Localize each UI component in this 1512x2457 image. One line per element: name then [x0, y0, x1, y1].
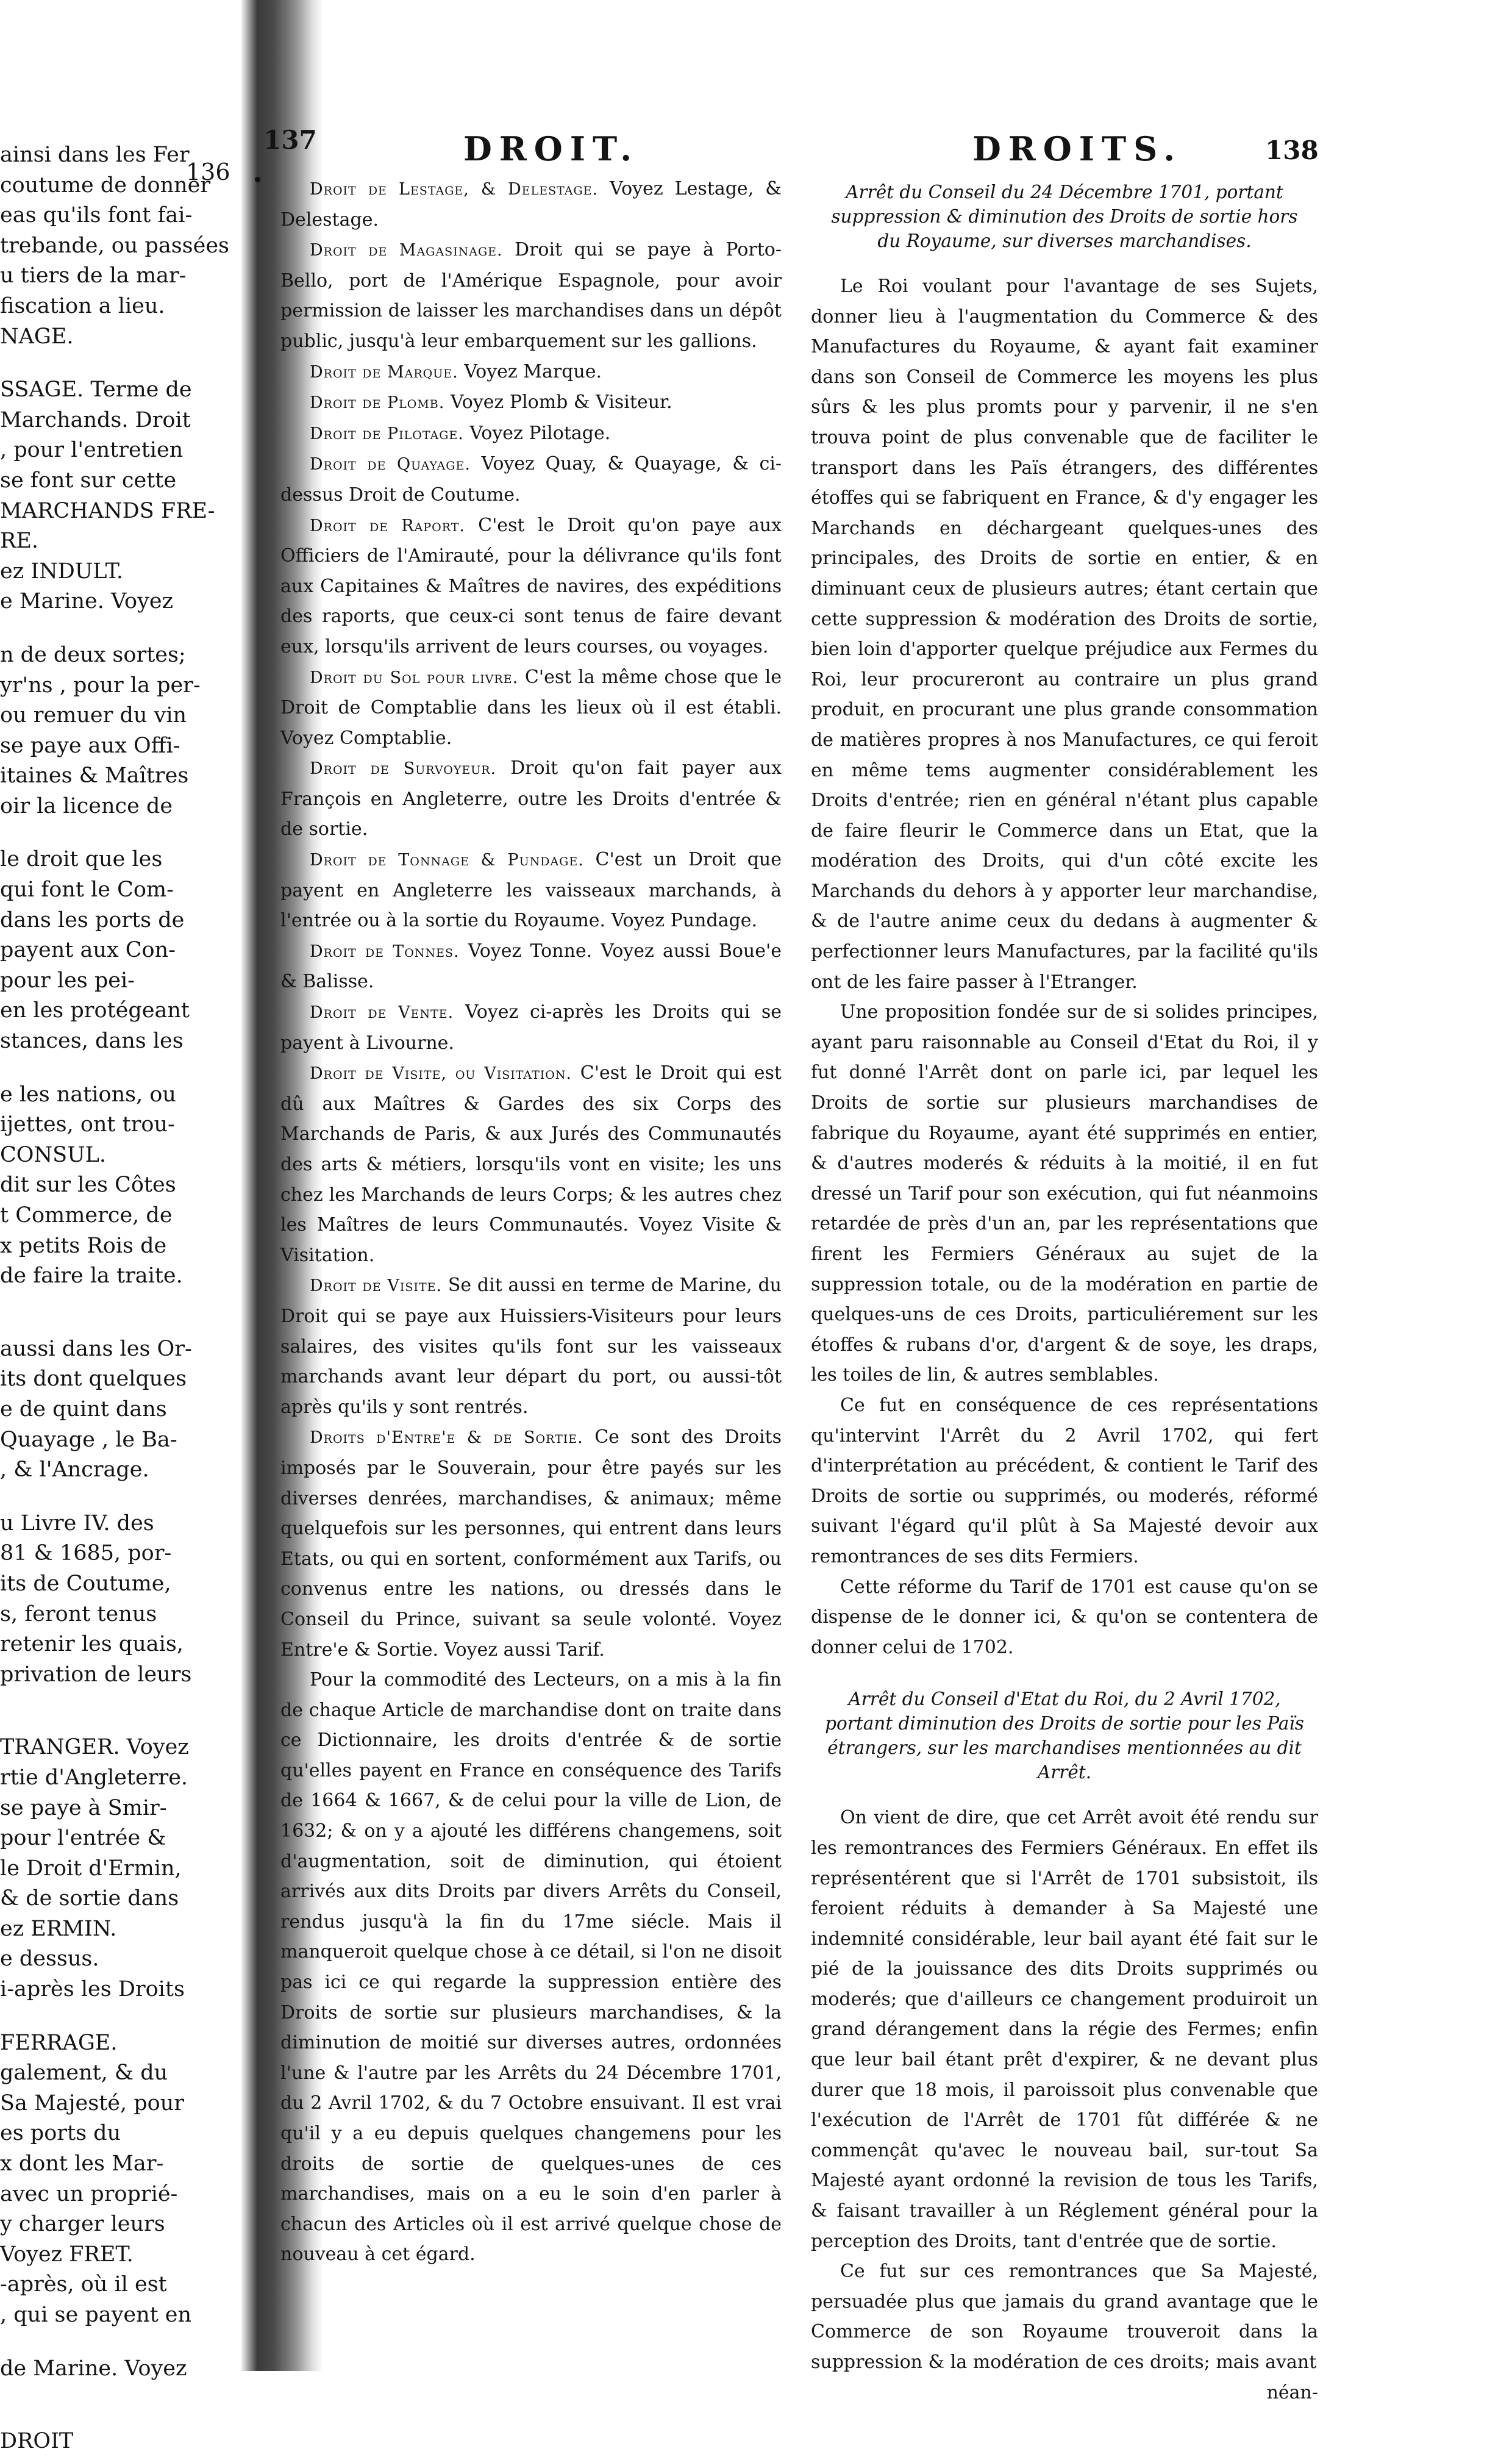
entry-definition: C'est le Droit qui est dû aux Maîtres & Gardes des six Corps des Marchands de Paris, & aux Jurés des Communautés des arts & métiers, lorsqu'ils vont en visite; les uns chez les Marchands de leurs Corps; & les autres chez les Maîtres de leurs Communautés. Voyez Visite & Visitation. [280, 1062, 782, 1266]
left-fragment-line: dans les ports de [0, 907, 185, 932]
left-fragment-line: u tiers de la mar- [0, 263, 187, 288]
decree-paragraph-4: Cette réforme du Tarif de 1701 est cause qu'on se dispense de le donner ici, & qu'on se contentera de donner celui de 1702. [811, 1576, 1318, 1658]
left-fragment-line: RE. [0, 529, 39, 554]
left-fragment-line: eas qu'ils font fai- [0, 203, 193, 228]
middle-text-column [280, 174, 782, 2270]
dictionary-entry [280, 510, 782, 662]
left-fragment-line: ez ERMIN. [0, 1916, 117, 1941]
entry-headword: Droit de Plomb. [310, 393, 445, 413]
right-page-number: 138 [1265, 135, 1319, 165]
entry-headword: Droit de Visite, ou Visitation. [310, 1064, 572, 1084]
left-fragment-line: e Marine. Voyez [0, 589, 174, 614]
left-fragment-line: t Commerce, de [0, 1203, 173, 1228]
entry-headword: Droit de Visite. [310, 1276, 443, 1296]
entry-definition: Ce sont des Droits imposés par le Souverain, pour être payés sur les diverses denrées, marchandises, & animaux; même quelquefois sur les personnes, qui entrent dans leurs Etats, ou qui en sortent, conformément aux Tarifs, ou convenus entre les nations, ou dressés dans le Conseil du Prince, suivant sa seule volonté. Voyez Entre'e & Sortie. Voyez aussi Tarif. [280, 1426, 782, 1661]
left-fragment-line: retenir les quais, [0, 1632, 184, 1657]
left-fragment-line: , qui se payent en [0, 2303, 192, 2327]
catchword: néan- [1266, 2381, 1318, 2403]
left-fragment-line: ou remuer du vin [0, 703, 187, 728]
decree-paragraph-1: Le Roi voulant pour l'avantage de ses Sujets, donner lieu à l'augmentation du Commerce & des Manufactures du Royaume, & ayant fait examiner dans son Conseil de Commerce les moyens les plus sûrs & les plus promts pour y parvenir, il ne s'en trouva point de plus convenable que de faciliter le transport dans les Païs étrangers, des différentes étoffes qui se fabriquent en France, & d'y engager les Marchands en déchargeant quelques-unes des principales, des Droits de sortie en entier, & en diminuant ceux de plusieurs autres; étant certain que cette suppression & modération des Droits de sortie, bien loin d'apporter quelque préjudice aux Fermes du Roi, leur procureront au contraire un plus grand produit, en procurant une plus grande consommation de matières propres à nos Manufactures, ce qui feroit en même tems augmenter considérablement les Droits d'entrée; rien en général n'étant plus capable de faire fleurir le Commerce dans un Etat, que la modération des Droits, qui d'un côté excite les Marchands du dehors à y apporter leur marchandise, & de l'autre anime ceux du dedans à augmenter & perfectionner leurs Manufactures, par la facilité qu'ils ont de les faire passer à l'Etranger. [811, 276, 1318, 993]
left-fragment-line: & de sortie dans [0, 1886, 179, 1911]
entry-definition: C'est un Droit que payent en Angleterre les vaisseaux marchands, à l'entrée ou à la sortie du Royaume. Voyez Pundage. [280, 849, 782, 932]
left-fragment-line: fiscation a lieu. [0, 293, 165, 318]
left-fragment-line: e dessus. [0, 1947, 99, 1972]
left-fragment-line: le droit que les [0, 847, 163, 872]
entry-definition: Droit qu'on fait payer aux François en Angleterre, outre les Droits d'entrée & de sortie. [280, 757, 782, 840]
commodity-paragraph: Pour la commodité des Lecteurs, on a mis à la fin de chaque Article de marchandise dont on traite dans ce Dictionnaire, les droits d'entrée & de sortie qu'elles payent en France en conséquence des Tarifs de 1664 & 1667, & de celui pour la ville de Lion, de 1632; & on y a ajouté les différens changemens, soit d'augmentation, soit de diminution, qui étoient arrivés aux dits Droits par divers Arrêts du Conseil, rendus jusqu'à la fin du 17me siécle. Mais il manqueroit quelque chose à ce détail, si l'on ne disoit pas ici ce qui regarde la suppression entière des Droits de sortie sur plusieurs marchandises, & la diminution de moitié sur diverses autres, ordonnées l'une & l'autre par les Arrêts du 24 Décembre 1701, du 2 Avril 1702, & du 7 Octobre ensuivant. Il est vrai qu'il y a eu depuis quelques changemens pour les droits de sortie de quelques-unes de ces marchandises, mais on a eu le soin d'en parler à chacun des Articles où il est arrivé quelque chose de nouveau à cet égard. [280, 1669, 782, 2266]
left-fragment-line: itaines & Maîtres [0, 764, 189, 789]
left-fragment-line: 81 & 1685, por- [0, 1541, 172, 1566]
left-fragment-line: SSAGE. Terme de [0, 377, 192, 402]
dictionary-entry [280, 174, 782, 235]
left-fragment-line: , pour l'entretien [0, 438, 184, 463]
left-fragment-line: , & l'Ancrage. [0, 1457, 149, 1482]
entry-headword: Droit de Quayage. [310, 455, 471, 474]
entry-headword: Droit de Raport. [310, 516, 465, 535]
left-fragment-line: coutume de donner [0, 173, 211, 198]
left-fragment-line: TRANGER. Voyez [0, 1735, 189, 1760]
dictionary-entry [280, 418, 782, 449]
dictionary-entry [280, 1270, 782, 1422]
dictionary-entry [280, 997, 782, 1058]
left-fragment-line: ainsi dans les Fer [0, 143, 190, 167]
left-fragment-line: Quayage , le Ba- [0, 1427, 177, 1452]
left-fragment-line: rtie d'Angleterre. [0, 1765, 188, 1790]
entry-headword: Droit de Magasinage. [310, 241, 503, 260]
left-fragment-line: dit sur les Côtes [0, 1173, 176, 1198]
left-fragment-line: e de quint dans [0, 1397, 167, 1422]
left-fragment-line: trebande, ou passées [0, 233, 230, 258]
left-fragment-line: ijettes, ont trou- [0, 1112, 175, 1137]
left-fragment-line: n de deux sortes; [0, 642, 186, 667]
left-fragment-line: MARCHANDS FRE- [0, 498, 215, 523]
left-fragment-line: oir la licence de [0, 793, 173, 818]
left-fragment-line: privation de leurs [0, 1662, 192, 1687]
entry-headword: Droit de Survoyeur. [310, 759, 497, 779]
left-fragment-line: galement, & du [0, 2061, 168, 2086]
left-page-number: 136 [186, 159, 230, 185]
entry-definition: Voyez ci-après les Droits qui se payent à Livourne. [280, 1001, 782, 1054]
running-head-droits: DROITS. [972, 129, 1183, 168]
dictionary-entry [280, 662, 782, 754]
left-fragment-line: x dont les Mar- [0, 2151, 164, 2176]
dictionary-entry [280, 357, 782, 388]
dictionary-entry [280, 845, 782, 936]
decree-paragraph-2: Une proposition fondée sur de si solides principes, ayant paru raisonnable au Conseil d'Etat du Roi, il y fut donné l'Arrêt dont on parle ici, par lequel les Droits de sortie sur plusieurs marchandises de fabrique du Royaume, ayant été supprimés en entier, & d'autres moderés & réduits à la moitié, il en fut dressé un Tarif pour son exécution, qui fut néanmoins retardée de près d'un an, par les représentations que firent les Fermiers Généraux au sujet de la suppression totale, ou de la modération en partie de quelques-uns de ces Droits, particuliérement sur les étoffes & rubans d'or, d'argent & de soye, les draps, les toiles de lin, & autres semblables. [811, 1001, 1318, 1386]
left-fragment-line: y charger leurs [0, 2212, 165, 2237]
left-fragment-line: its dont quelques [0, 1367, 187, 1392]
entry-headword: Droit de Marque. [310, 362, 458, 382]
entry-headword: Droit de Pilotage. [310, 424, 464, 443]
left-fragment-line: se paye à Smir- [0, 1795, 167, 1820]
dictionary-entry [280, 936, 782, 997]
left-fragment-line: stances, dans les [0, 1029, 184, 1054]
left-fragment-line: e les nations, ou [0, 1082, 176, 1107]
decree-paragraph-3: Ce fut en conséquence de ces représentations qu'intervint l'Arrêt du 2 Avril 1702, qui fert d'interprétation au précédent, & contient le Tarif des Droits de sortie ou supprimés, ou moderés, réformé suivant l'égard qu'il plût à Sa Majesté devoir aux remontrances de ses dits Fermiers. [811, 1394, 1318, 1567]
dictionary-entry [280, 753, 782, 845]
left-fragment-line: FERRAGE. [0, 2030, 118, 2055]
left-fragment-line: Sa Majesté, pour [0, 2090, 184, 2115]
gutter-ink-spot [255, 177, 260, 182]
left-fragment-line: NAGE. [0, 324, 74, 349]
left-fragment-line: i-après les Droits [0, 1977, 185, 2002]
entry-headword: Droit du Sol pour livre. [310, 668, 519, 687]
left-fragment-line: DROIT [0, 2429, 74, 2454]
entry-definition: C'est le Droit qu'on paye aux Officiers de l'Amirauté, pour la délivrance qu'ils font aux Capitaines & Maîtres de navires, des expéditions des raports, que ceux-ci sont tenus de faire devant eux, lorsqu'ils arrivent de leurs courses, ou voyages. [280, 514, 782, 657]
dictionary-entries [280, 174, 782, 1665]
dictionary-entry [280, 387, 782, 418]
left-fragment-line: CONSUL. [0, 1142, 106, 1167]
decree-paragraph-6: Ce fut sur ces remontrances que Sa Majesté, persuadée plus que jamais du grand avantage que le Commerce de son Royaume trouveroit dans la suppression & la modération de ces droits; mais avant [811, 2261, 1318, 2373]
left-fragment-line: qui font le Com- [0, 878, 174, 903]
left-fragment-line: Voyez FRET. [0, 2242, 134, 2267]
entry-definition: Se dit aussi en terme de Marine, du Droit qui se paye aux Huissiers-Visiteurs pour leurs salaires, des visites qu'ils font sur les vaisseaux marchands avant leur départ du port, ou aussi-tôt après qu'ils y sont rentrés. [280, 1275, 782, 1418]
dictionary-entry [280, 449, 782, 510]
entry-headword: Droit de Lestage, & Delestage. [310, 180, 599, 199]
entry-definition: Voyez Tonne. Voyez aussi Boue'e & Balisse. [280, 940, 782, 993]
left-fragment-line: ez INDULT. [0, 559, 124, 584]
entry-definition: C'est la même chose que le Droit de Comptablie dans les lieux où il est établi. Voyez Comptablie. [280, 666, 782, 749]
left-fragment-line: yr'ns , pour la per- [0, 673, 201, 698]
entry-headword: Droit de Vente. [310, 1003, 454, 1023]
entry-headword: Droits d'Entre'e & de Sortie. [310, 1428, 583, 1448]
left-fragment-line: pour les pei- [0, 968, 135, 993]
left-fragment-line: Marchands. Droit [0, 407, 191, 432]
decree-title-1701: Arrêt du Conseil du 24 Décembre 1701, portant suppression & diminution des Droits de sortie hors du Royaume, sur diverses marchandises. [831, 182, 1298, 251]
entry-definition: Voyez Pilotage. [463, 422, 611, 444]
right-text-column [811, 180, 1318, 2408]
left-fragment-line: avec un proprié- [0, 2181, 178, 2206]
left-fragment-line: x petits Rois de [0, 1233, 167, 1258]
decree-title-1702: Arrêt du Conseil d'Etat du Roi, du 2 Avril 1702, portant diminution des Droits de sortie pour les Païs étrangers, sur les marchandises mentionnées au dit Arrêt. [825, 1689, 1304, 1783]
left-fragment-line: payent aux Con- [0, 938, 176, 963]
dictionary-entry [280, 1422, 782, 1665]
left-fragment-line: de faire la traite. [0, 1264, 183, 1289]
entry-definition: Voyez Plomb & Visiteur. [444, 392, 672, 413]
left-fragment-line: de Marine. Voyez [0, 2356, 187, 2381]
dictionary-entry [280, 1058, 782, 1270]
entry-definition: Voyez Quay, & Quayage, & ci-dessus Droit de Coutume. [280, 453, 782, 506]
left-fragment-line: se paye aux Offi- [0, 733, 180, 758]
entry-headword: Droit de Tonnes. [310, 942, 460, 961]
left-fragment-line: its de Coutume, [0, 1571, 171, 1596]
dictionary-entry [280, 235, 782, 356]
decree-paragraph-5: On vient de dire, que cet Arrêt avoit été rendu sur les remontrances des Fermiers Généraux. En effet ils représentérent que si l'Arrêt de 1701 subsistoit, ils feroient réduits à demander à Sa Majesté une indemnité considérable, leur bail ayant été fait sur le pié de la jouissance des dits Droits supprimés ou moderés; que d'ailleurs ce changement produiroit un grand dérangement dans la régie des Fermes; enfin que leur bail étant prêt d'expirer, & ne devant plus durer que 18 mois, il paroissoit plus convenable que l'exécution de l'Arrêt de 1701 fût différée & ne commençât qu'avec le nouveau bail, sur-tout Sa Majesté ayant ordonné la revision de tous les Tarifs, & faisant travailler à un Réglement général pour la perception des Droits, tant d'entrée que de sortie. [811, 1807, 1318, 2252]
center-page-number: 137 [263, 125, 317, 155]
left-fragment-line: es ports du [0, 2121, 121, 2146]
entry-definition: Voyez Lestage, & Delestage. [280, 178, 782, 231]
left-fragment-line: se font sur cette [0, 468, 177, 493]
left-fragment-line: le Droit d'Ermin, [0, 1856, 182, 1881]
left-fragment-line: -après, où il est [0, 2272, 167, 2297]
left-fragment-line: en les protégeant [0, 998, 190, 1023]
left-fragment-line: u Livre IV. des [0, 1511, 154, 1536]
left-fragment-line: aussi dans les Or- [0, 1336, 192, 1361]
entry-definition: Droit qui se paye à Porto-Bello, port de l'Amérique Espagnole, pour avoir permission de laisser les marchandises dans un dépôt public, jusqu'à leur embarquement sur les gallions. [280, 239, 782, 352]
entry-headword: Droit de Tonnage & Pundage. [310, 851, 584, 870]
left-page-fragment-column [0, 140, 238, 2457]
entry-definition: Voyez Marque. [458, 360, 602, 382]
left-fragment-line: pour l'entrée & [0, 1826, 166, 1851]
left-fragment-line: s, feront tenus [0, 1601, 157, 1626]
running-head-droit: DROIT. [463, 129, 640, 168]
